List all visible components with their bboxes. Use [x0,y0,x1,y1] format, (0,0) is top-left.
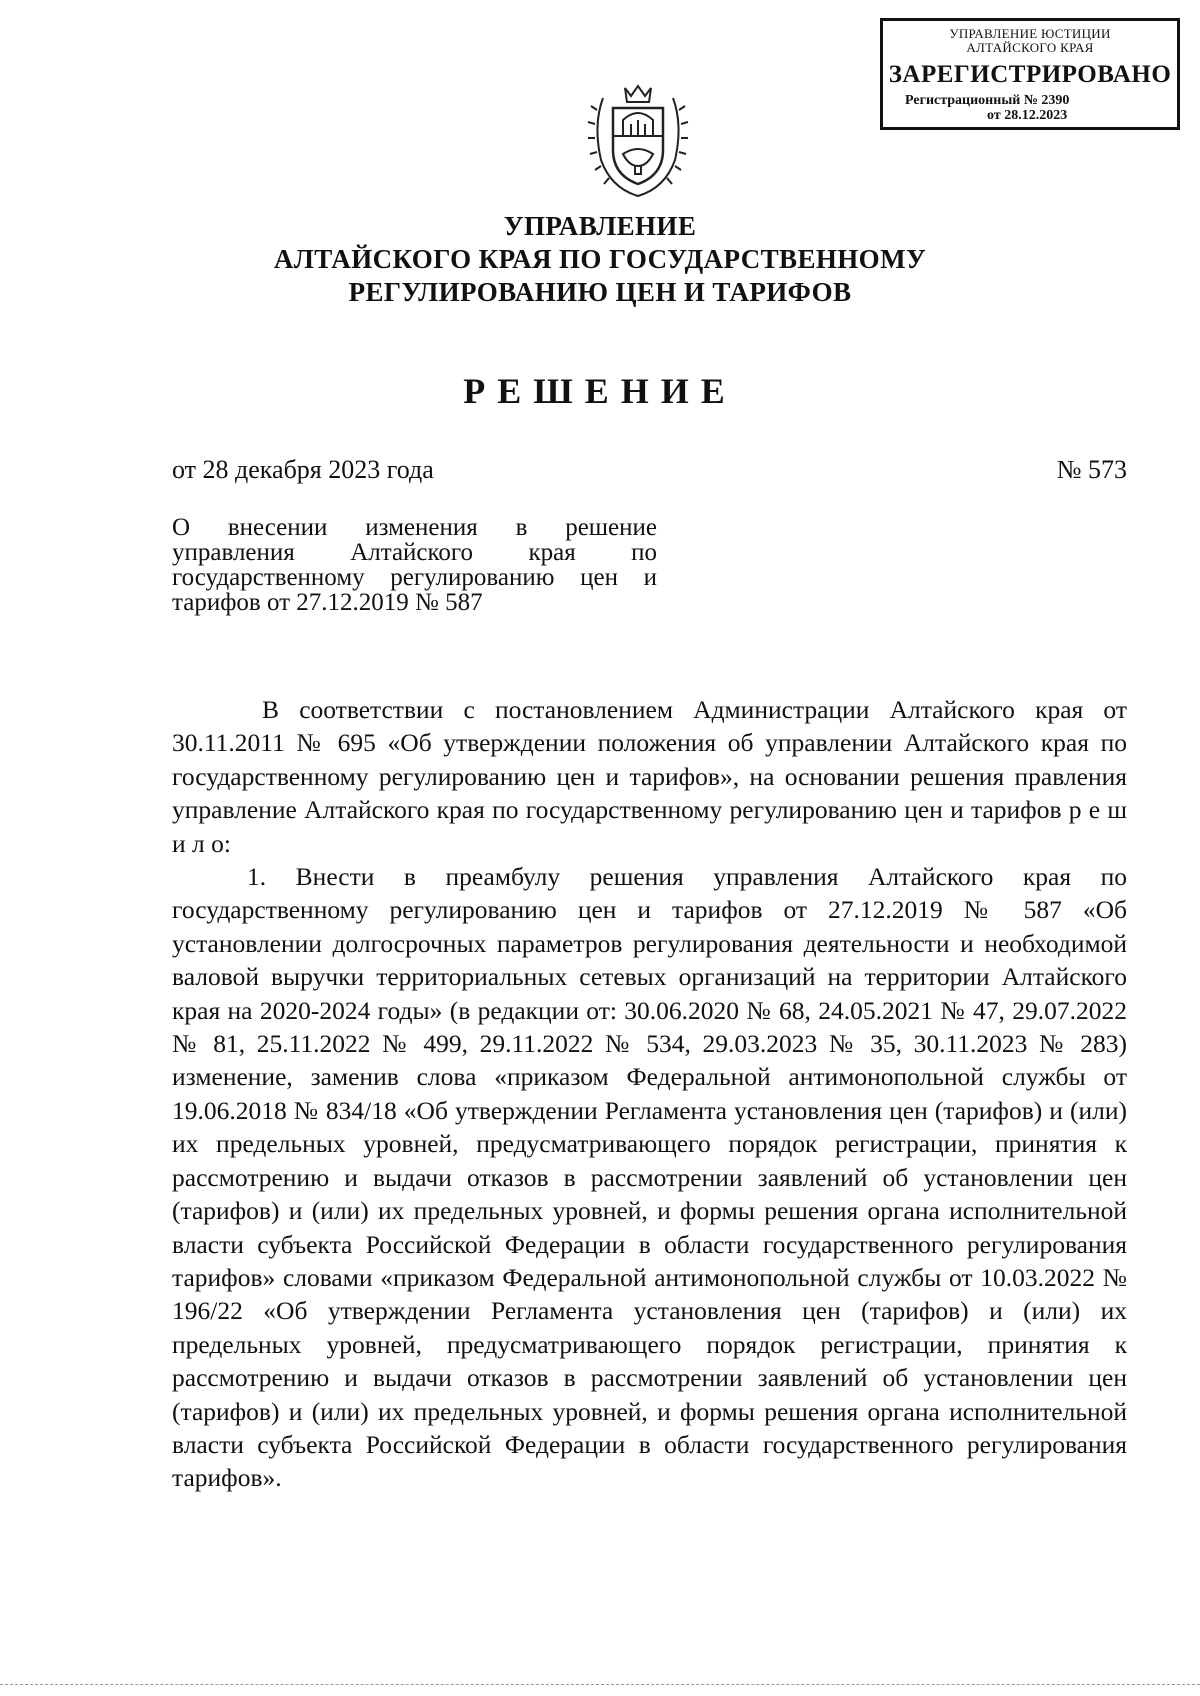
stamp-registration [883,93,1177,123]
altai-coat-of-arms-icon [583,80,693,202]
document-subject: О внесении изменения в решение управления Алтайского края по государственному регулированию цен и тарифов от 27.12.2019 № 587 [172,514,657,616]
stamp-title: ЗАРЕГИСТРИРОВАНО [888,61,1172,88]
item-1-paragraph: 1. Внести в преамбулу решения управления Алтайского края по государственному регулированию цен и тарифов от 27.12.2019 № 587 «Об установлении долгосрочных параметров регулирования деятельности и необходимой валовой выручки территориальных сетевых организаций на территории Алтайского края на 2020-2024 годы» (в редакции от: 30.06.2020 № 68, 24.05.2021 № 47, 29.07.2022 № 81, 25.11.2022 № 499, 29.11.2022 № 534, 29.03.2023 № 35, 30.11.2023 № 283) изменение, заменив слова «приказом Федеральной антимонопольной службы от 19.06.2018 № 834/18 «Об утверждении Регламента установления цен (тарифов) и (или) их предельных уровней, предусматривающего порядок регистрации, принятия к рассмотрению и выдачи отказов в рассмотрении заявлений об установлении цен (тарифов) и (или) их предельных уровней, и формы решения органа исполнительной власти субъекта Российской Федерации в области государственного регулирования тарифов» словами «приказом Федеральной антимонопольной службы от 10.03.2022 № 196/22 «Об утверждении Регламента установления цен (тарифов) и (или) их предельных уровней, предусматривающего порядок регистрации, принятия к рассмотрению и выдачи отказов в рассмотрении заявлений об установлении цен (тарифов) и (или) их предельных уровней, и формы решения органа исполнительной власти субъекта Российской Федерации в области государственного регулирования тарифов». [172,862,1127,1493]
page-bottom-divider [0,1684,1200,1685]
registration-stamp [880,18,1180,130]
document-number: № 573 [1056,455,1127,484]
org-line2: АЛТАЙСКОГО КРАЯ ПО ГОСУДАРСТВЕННОМУ [273,244,927,274]
date-number-line [172,455,1127,485]
org-line3: РЕГУЛИРОВАНИЮ ЦЕН И ТАРИФОВ [348,277,852,307]
stamp-header-line2: АЛТАЙСКОГО КРАЯ [966,40,1094,55]
stamp-reg-date: от 28.12.2023 [987,108,1068,123]
preamble-paragraph: В соответствии с постановлением Администрации Алтайского края от 30.11.2011 № 695 «Об утверждении положения об управлении Алтайского края по государственному регулированию цен и тарифов», на основании решения правления управление Алтайского края по государственному регулированию цен и тарифов р е ш и л о: [172,695,1127,858]
stamp-reg-number: Регистрационный № 2390 [905,93,1070,108]
stamp-header-line1: УПРАВЛЕНИЕ ЮСТИЦИИ [949,26,1111,41]
document-body [172,693,1127,1495]
document-type: РЕШЕНИЕ [463,371,737,411]
organization-name [0,210,1200,309]
stamp-header [883,27,1177,55]
document-date: от 28 декабря 2023 года [172,455,434,484]
org-line1: УПРАВЛЕНИЕ [503,211,697,241]
